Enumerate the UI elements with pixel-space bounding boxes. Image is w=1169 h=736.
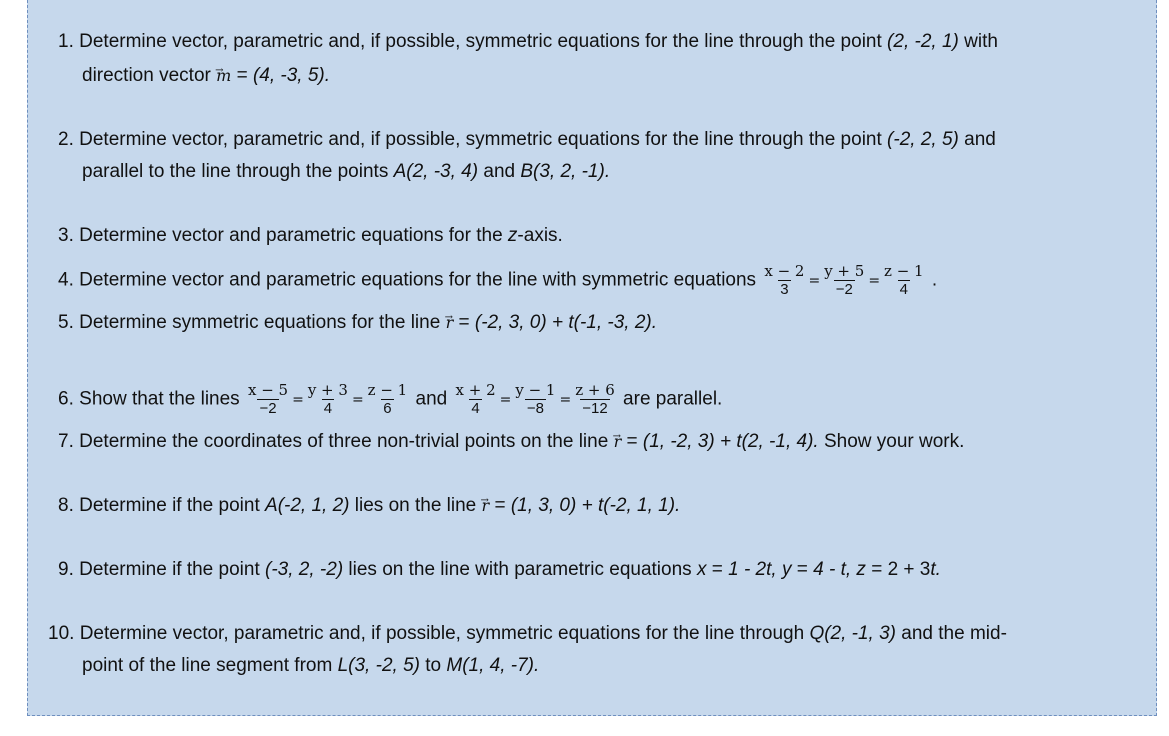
question-number: 4. xyxy=(58,269,74,291)
fraction-x: $\frac{x - 2}{3}$ xyxy=(764,262,805,298)
fraction-z: $\frac{z - 1}{4}$ xyxy=(884,262,924,298)
question-3: 3. Determine vector and parametric equations for the z-axis. xyxy=(58,225,563,246)
vector-r-symbol: → r xyxy=(446,313,454,332)
question-number: 2. xyxy=(58,129,74,150)
fraction-line2-y: $\frac{y - 1}{-8}$ xyxy=(515,381,556,417)
fraction-line2-z: $\frac{z + 6}{-12}$ xyxy=(575,381,615,417)
question-number: 8. xyxy=(58,495,74,516)
question-1: 1. Determine vector, parametric and, if possible, symmetric equations for the line through the point (2, -2, 1) with xyxy=(58,31,998,52)
question-5: 5. Determine symmetric equations for the line → r = (-2, 3, 0) + t(-1, -3, 2). xyxy=(58,307,657,339)
question-4: 4. Determine vector and parametric equations for the line with symmetric equations $\frac{x - 2}{3}$ = $\frac{y + 5}{-2}$ = $\frac{z - 1}{4}$ . xyxy=(58,262,938,298)
vector-r-symbol: → r xyxy=(614,432,622,451)
exercise-panel xyxy=(27,0,1157,716)
question-number: 9. xyxy=(58,559,74,580)
question-10-line-2: point of the line segment from L(3, -2, 5) to M(1, 4, -7). xyxy=(82,655,540,676)
vector-m-symbol: → m xyxy=(216,66,231,85)
question-10: 10. Determine vector, parametric and, if possible, symmetric equations for the line through Q(2, -1, 3) and the mid- xyxy=(48,623,1007,644)
question-number: 3. xyxy=(58,225,74,246)
question-2-line-2: parallel to the line through the points A(2, -3, 4) and B(3, 2, -1). xyxy=(82,161,611,182)
question-number: 5. xyxy=(58,312,74,333)
question-7: 7. Determine the coordinates of three non-trivial points on the line → r = (1, -2, 3) + t(2, -1, 4). Show your work. xyxy=(58,426,964,458)
question-number: 1. xyxy=(58,31,74,52)
question-8: 8. Determine if the point A(-2, 1, 2) lies on the line → r = (1, 3, 0) + t(-2, 1, 1). xyxy=(58,490,680,522)
question-number: 6. xyxy=(58,388,74,410)
fraction-line2-x: $\frac{x + 2}{4}$ xyxy=(455,381,496,417)
question-6: 6. Show that the lines $\frac{x - 5}{-2}$ = $\frac{y + 3}{4}$ = $\frac{z - 1}{6}$ and $\frac{x + 2}{4}$ = $\frac{y - 1}{-8}$ = $\frac{z + 6}{-12}$ are parallel. xyxy=(58,381,723,417)
question-2: 2. Determine vector, parametric and, if possible, symmetric equations for the line through the point (-2, 2, 5) and xyxy=(58,129,996,150)
question-number: 10. xyxy=(48,623,75,644)
question-1-line-2: direction vector → m = (4, -3, 5). xyxy=(58,60,330,92)
fraction-y: $\frac{y + 5}{-2}$ xyxy=(824,262,865,298)
vector-r-symbol: → r xyxy=(482,496,490,515)
question-number: 7. xyxy=(58,431,74,452)
fraction-line1-z: $\frac{z - 1}{6}$ xyxy=(367,381,408,417)
fraction-line1-x: $\frac{x - 5}{-2}$ xyxy=(247,381,289,417)
fraction-line1-y: $\frac{y + 3}{4}$ xyxy=(307,381,348,417)
question-9: 9. Determine if the point (-3, 2, -2) lies on the line with parametric equations x = 1 - 2t, y = 4 - t, z = 2 + 3t. xyxy=(58,559,941,580)
